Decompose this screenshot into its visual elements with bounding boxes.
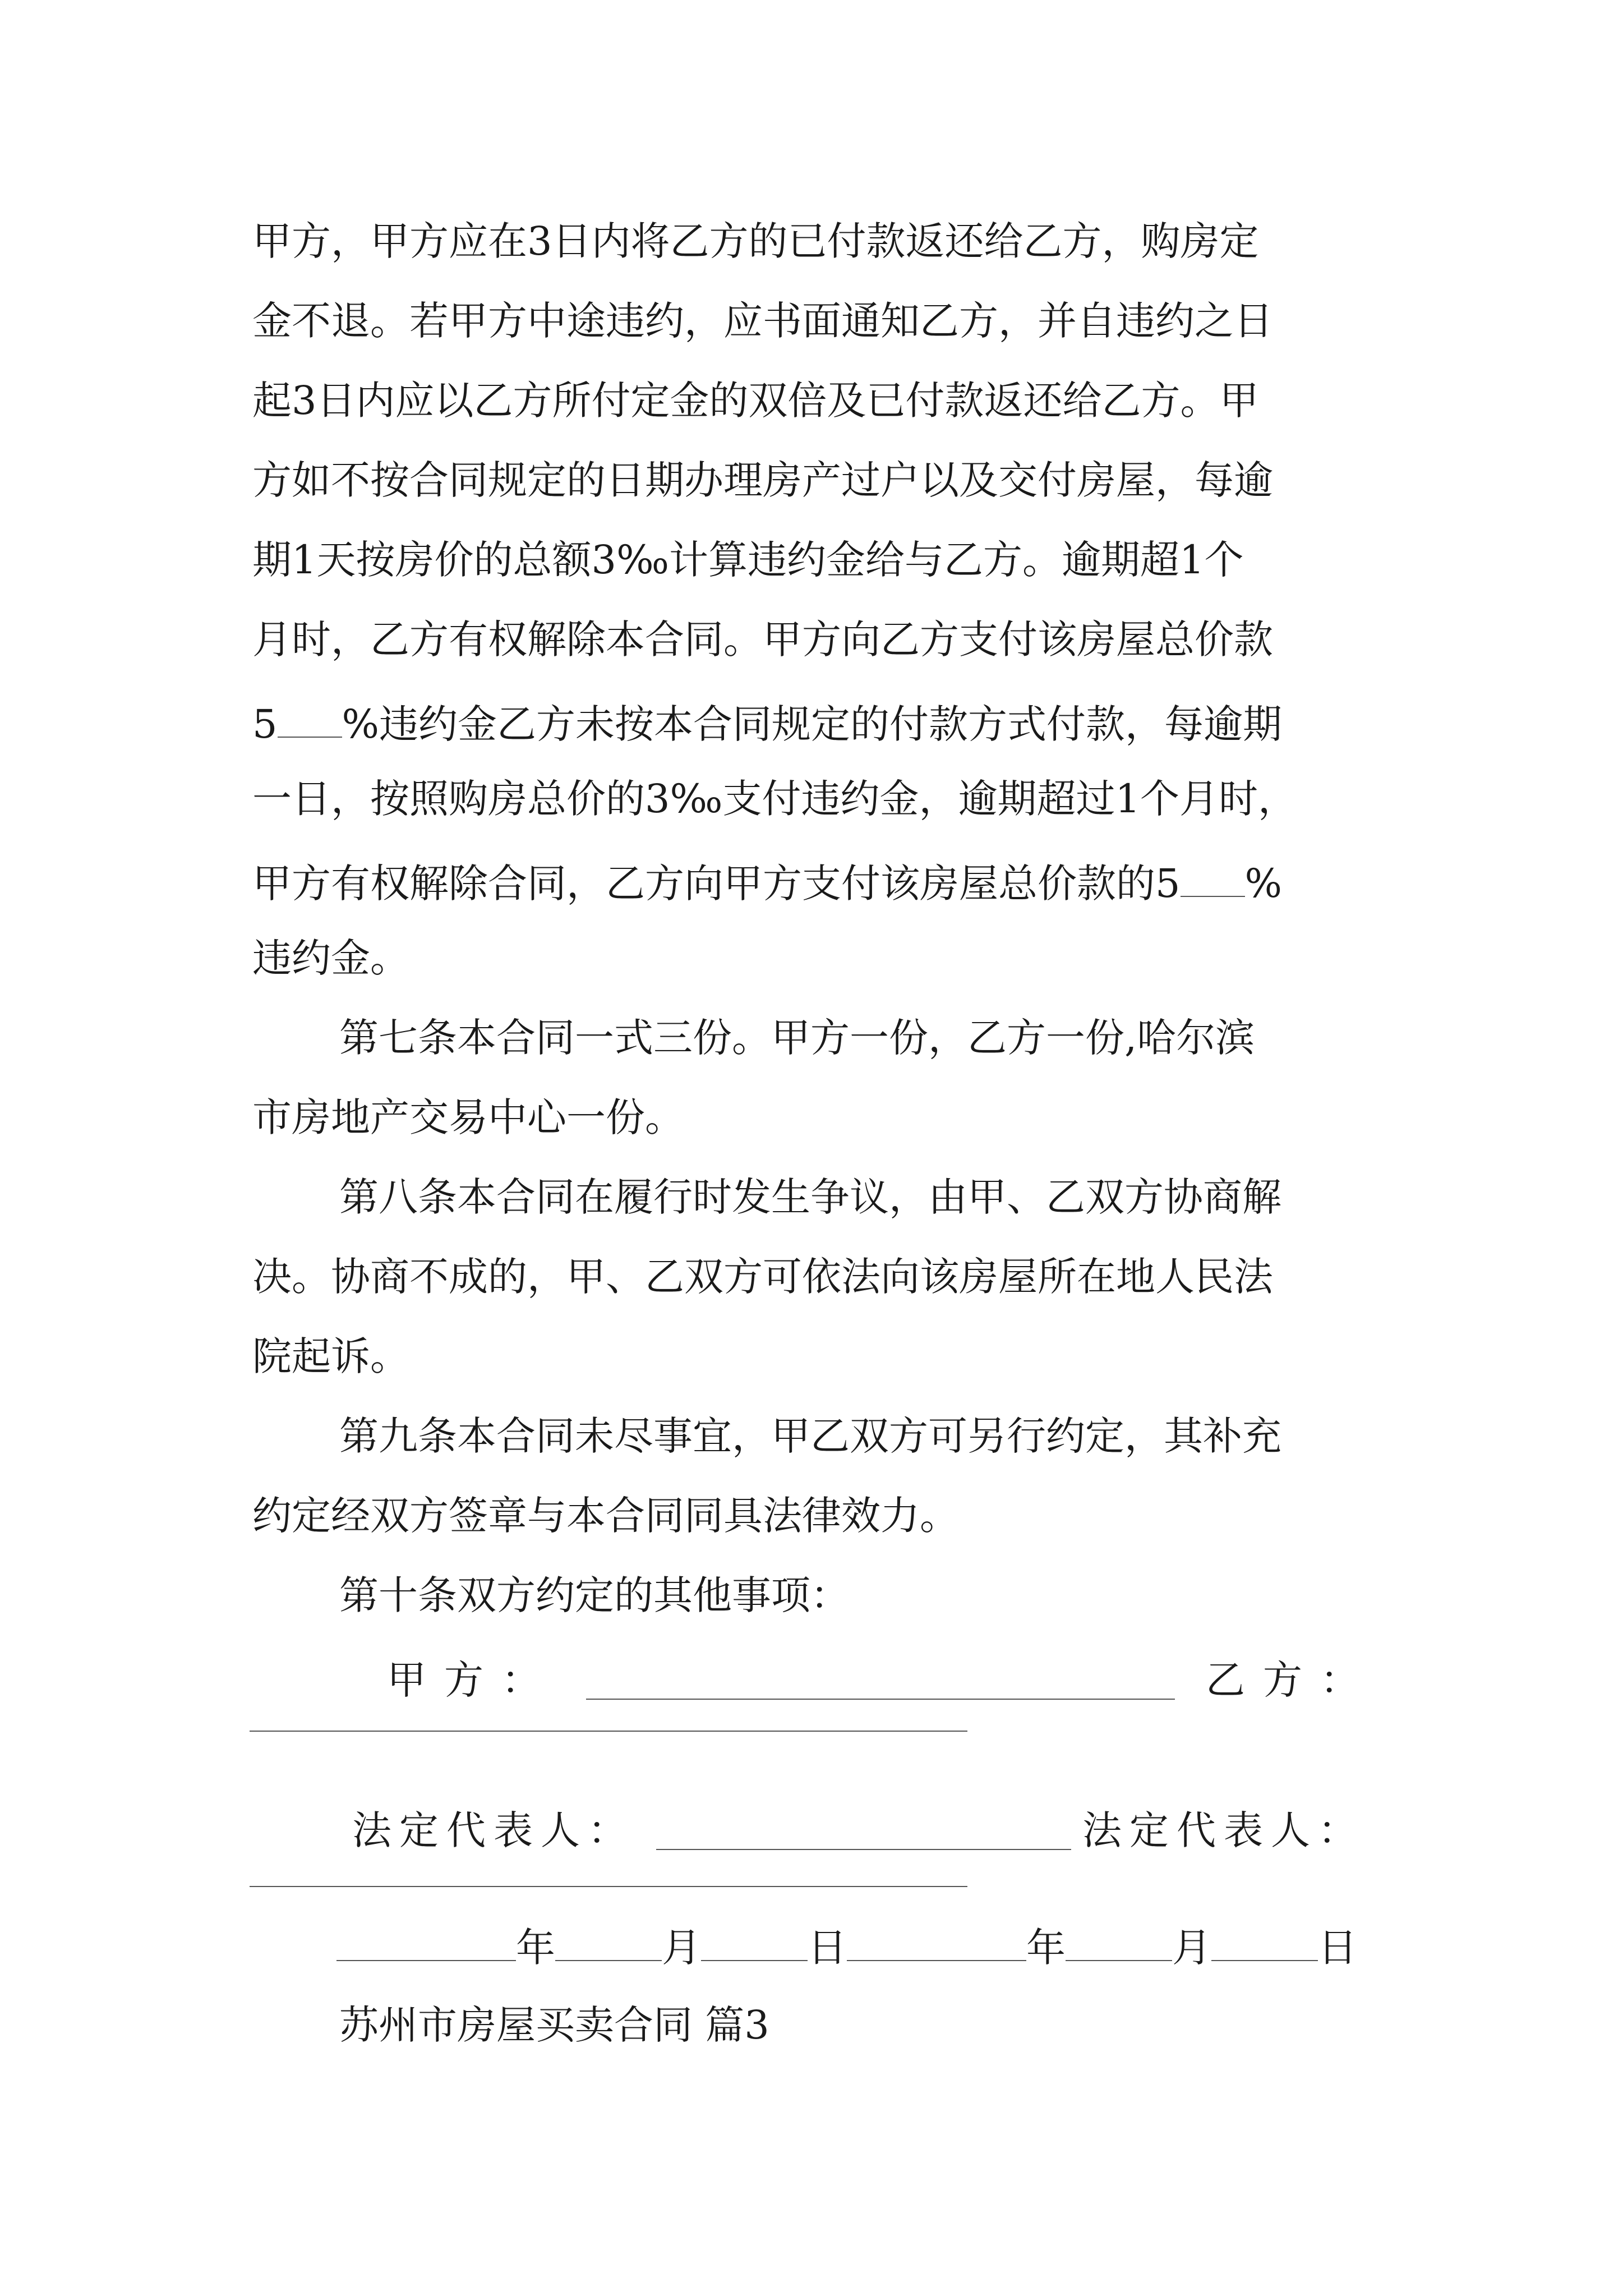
text-fragment: 甲方有权解除合同，乙方向甲方支付该房屋总价款的5 — [252, 861, 1181, 907]
text-line: 方如不按合同规定的日期办理房产过户以及交付房屋，每逾 — [252, 457, 1273, 503]
text-line: 市房地产交易中心一份。 — [252, 1094, 684, 1140]
year-label: 年 — [516, 1925, 555, 1971]
rep-b-signature-line — [250, 1886, 967, 1887]
party-a-label: 甲方： — [387, 1657, 559, 1703]
section-heading: 苏州市房屋买卖合同 篇3 — [339, 2002, 769, 2048]
article-10-line: 第十条双方约定的其他事项： — [339, 1572, 850, 1618]
rep-b-label: 法定代表人： — [1082, 1807, 1365, 1853]
article-8-line: 第八条本合同在履行时发生争议，由甲、乙双方协商解 — [339, 1174, 1281, 1220]
day-label: 日 — [1318, 1925, 1357, 1971]
text-line: 期1天按房价的总额3‰计算违约金给与乙方。逾期超1个 — [252, 537, 1244, 583]
text-line: 违约金。 — [252, 935, 409, 981]
date-row — [336, 1923, 1357, 1971]
text-line-with-blank — [252, 859, 1402, 907]
party-b-signature-line — [250, 1731, 967, 1732]
day-b-blank — [1211, 1923, 1318, 1961]
text-line: 起3日内应以乙方所付定金的双倍及已付款返还给乙方。甲 — [252, 378, 1259, 424]
blank-underline — [1181, 859, 1245, 897]
day-label: 日 — [808, 1925, 847, 1971]
text-fragment: %违约金乙方未按本合同规定的付款方式付款，每逾期 — [342, 701, 1283, 747]
text-line: 金不退。若甲方中途违约，应书面通知乙方，并自违约之日 — [252, 298, 1273, 344]
article-7-line: 第七条本合同一式三份。甲方一份，乙方一份,哈尔滨 — [339, 1015, 1255, 1061]
text-line: 一日，按照购房总价的3‰支付违约金，逾期超过1个月时， — [252, 776, 1297, 822]
party-b-label: 乙方： — [1206, 1657, 1377, 1703]
text-fragment: % — [1244, 861, 1283, 907]
rep-a-label: 法定代表人： — [352, 1807, 635, 1853]
text-line: 甲方，甲方应在3日内将乙方的已付款返还给乙方，购房定 — [252, 218, 1259, 264]
text-line: 决。协商不成的，甲、乙双方可依法向该房屋所在地人民法 — [252, 1254, 1273, 1300]
year-a-blank — [336, 1923, 516, 1961]
month-label: 月 — [662, 1925, 701, 1971]
text-fragment: 5 — [252, 701, 278, 747]
party-a-signature-line — [586, 1699, 1175, 1700]
text-line-with-blank — [252, 700, 1402, 747]
text-line: 约定经双方签章与本合同同具法律效力。 — [252, 1493, 959, 1539]
month-label: 月 — [1172, 1925, 1211, 1971]
month-b-blank — [1066, 1923, 1172, 1961]
text-line: 月时，乙方有权解除本合同。甲方向乙方支付该房屋总价款 — [252, 616, 1273, 662]
text-line: 院起诉。 — [252, 1333, 409, 1379]
rep-a-signature-line — [656, 1849, 1071, 1850]
year-label: 年 — [1026, 1925, 1066, 1971]
month-a-blank — [555, 1923, 662, 1961]
year-b-blank — [847, 1923, 1026, 1961]
day-a-blank — [701, 1923, 808, 1961]
article-9-line: 第九条本合同未尽事宜，甲乙双方可另行约定，其补充 — [339, 1413, 1281, 1459]
blank-underline — [278, 700, 342, 738]
